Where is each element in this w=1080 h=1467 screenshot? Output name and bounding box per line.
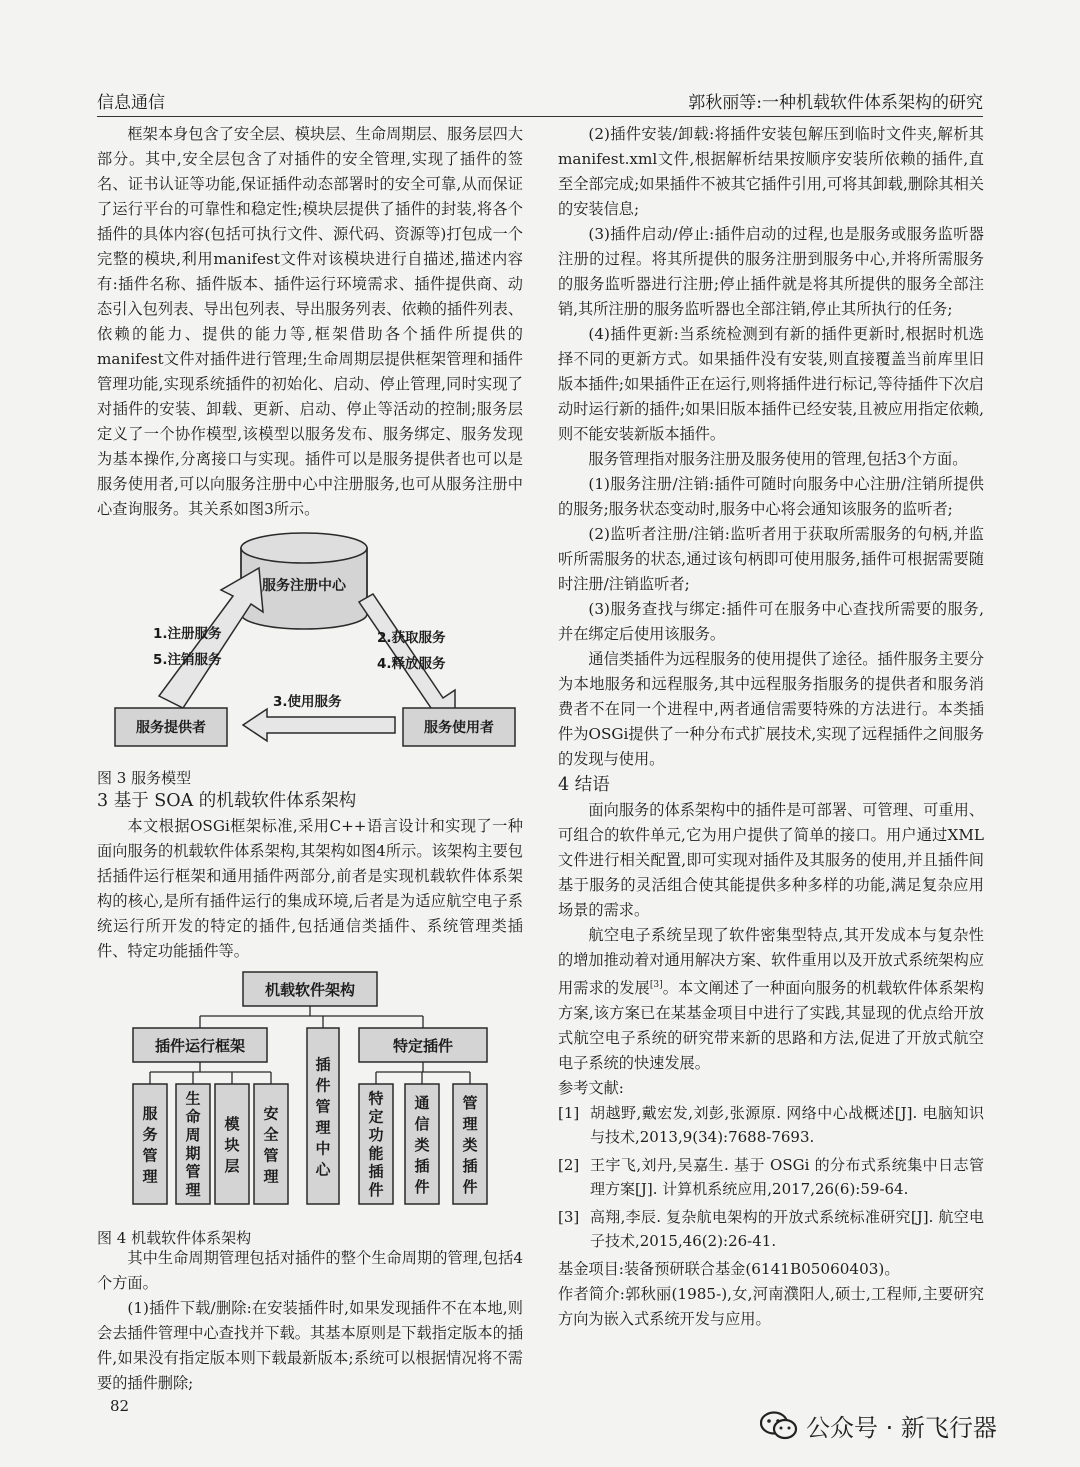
paragraph: 通信类插件为远程服务的使用提供了途径。插件服务主要分为本地服务和远程服务,其中远程服务指服务的提供者和服务消费者不在同一个进程中,两者通信需要特殊的方法进行。本类插件为OSGi提供了一种分布式扩展技术,实现了远程插件之间服务的发现与使用。 — [558, 650, 984, 768]
service-model-diagram — [97, 526, 523, 758]
get-label: 2.获取服务 — [377, 630, 446, 646]
header-right: 郭秋丽等:一种机载软件体系架构的研究 — [688, 93, 983, 113]
special-label: 特定插件 — [392, 1037, 454, 1055]
reference-number: [1] — [558, 1104, 580, 1123]
header-rule — [97, 116, 983, 117]
reference-number: [2] — [558, 1156, 580, 1175]
watermark-text: 公众号 · 新飞行器 — [806, 1414, 997, 1442]
vertical-label-leaf6: 通信类插件 — [414, 1093, 430, 1196]
paragraph: (3)插件启动/停止:插件启动的过程,也是服务或服务监听器注册的过程。将其所提供的服务注册到服务中心,并将所需服务的服务监听器进行注册;停止插件就是将其所提供的服务全部注销,其所注册的服务监听器也全部注销,停止其所执行的任务; — [558, 225, 984, 318]
figure-3-caption: 图 3 服务模型 — [97, 769, 192, 787]
unregister-label: 5.注销服务 — [153, 652, 222, 668]
root-label: 机载软件架构 — [264, 981, 356, 999]
section-4-title: 4 结语 — [558, 775, 610, 795]
leaf-box — [254, 1084, 288, 1204]
figure-3-service-model — [97, 526, 523, 788]
paragraph: (4)插件更新:当系统检测到有新的插件更新时,根据时机选择不同的更新方式。如果插件没有安装,则直接覆盖当前库里旧版本插件;如果插件正在运行,则将插件进行标记,等待插件下次启动时运行新的插件;如果旧版本插件已经安装,且被应用指定依赖,则不能安装新版本插件。 — [558, 325, 984, 443]
use-service-arrow — [243, 709, 395, 741]
paragraph-text: 。本文阐述了一种面向服务的机载软件体系架构方案,该方案已在某基金项目中进行了实践,其显现的优点给开放式航空电子系统的研究带来新的思路和方法,促进了开放式航空电子系统的快速发展。 — [558, 979, 985, 1073]
reference-item — [558, 1101, 984, 1149]
paragraph: (3)服务查找与绑定:插件可在服务中心查找所需要的服务,并在绑定后使用该服务。 — [558, 600, 984, 643]
section-3-title: 3 基于 SOA 的机载软件体系架构 — [97, 791, 357, 811]
author-note: 作者简介:郭秋丽(1985-),女,河南濮阳人,硕士,工程师,主要研究方向为嵌入式系统开发与应用。 — [558, 1285, 984, 1329]
vertical-label-leaf7: 管理类插件 — [462, 1093, 478, 1196]
use-label: 3.使用服务 — [273, 694, 342, 710]
reference-text: 胡越野,戴宏发,刘彭,张源原. 网络中心战概述[J]. 电脑知识与技术,2013,9(34):7688-7693. — [590, 1104, 984, 1147]
vertical-label-manager: 插件管理中心 — [315, 1055, 331, 1179]
paragraph: (2)插件安装/卸载:将插件安装包解压到临时文件夹,解析其manifest.xml文件,根据解析结果按顺序安装所依赖的插件,直至全部完成;如果插件不被其它插件引用,可将其卸载,删除其相关的安装信息; — [558, 125, 984, 218]
release-label: 4.释放服务 — [377, 656, 446, 672]
register-label: 1.注册服务 — [153, 626, 222, 642]
references-title: 参考文献: — [558, 1079, 624, 1098]
leaf-box — [133, 1084, 167, 1204]
vertical-label-leaf1: 服务管理 — [142, 1104, 158, 1186]
right-column — [558, 122, 984, 1332]
reference-text: 王宇飞,刘丹,吴嘉生. 基于 OSGi 的分布式系统集中日志管理方案[J]. 计算机系统应用,2017,26(6):59-64. — [590, 1156, 984, 1199]
fund-note: 基金项目:装备预研联合基金(6141B05060403)。 — [558, 1260, 900, 1279]
paragraph: 框架本身包含了安全层、模块层、生命周期层、服务层四大部分。其中,安全层包含了对插件的安全管理,实现了插件的签名、证书认证等功能,保证插件动态部署时的安全可靠,从而保证了运行平台的可靠性和稳定性;模块层提供了插件的封装,将各个插件的具体内容(包括可执行文件、源代码、资源等)打包成一个完整的模块,利用manifest文件对该模块进行自描述,描述内容有:插件名称、插件版本、插件运行环境需求、插件提供商、动态引入包列表、导出包列表、导出服务列表、依赖的插件列表、依赖的能力、提供的能力等,框架借助各个插件所提供的manifest文件对插件进行管理;生命周期层提供框架管理和插件管理功能,实现系统插件的初始化、启动、停止管理,同时实现了对插件的安装、卸载、更新、启动、停止等活动的控制;服务层定义了一个协作模型,该模型以服务发布、服务绑定、服务发现为基本操作,分离接口与实现。插件可以是服务提供者也可以是服务使用者,可以向服务注册中心中注册服务,也可从服务注册中心查询服务。其关系如图3所示。 — [97, 125, 523, 518]
figure-4-caption: 图 4 机载软件体系架构 — [97, 1229, 252, 1247]
reference-text: 高翔,李辰. 复杂航电架构的开放式系统标准研究[J]. 航空电子技术,2015,46(2):26-41. — [590, 1208, 984, 1251]
reference-list — [558, 1101, 984, 1253]
paragraph — [558, 923, 984, 1076]
reference-item — [558, 1153, 984, 1201]
paragraph: (1)服务注册/注销:插件可随时向服务中心注册/注销所提供的服务;服务状态变动时,服务中心将会通知该服务的监听者; — [558, 475, 984, 518]
paragraph: 本文根据OSGi框架标准,采用C++语言设计和实现了一种面向服务的机载软件体系架构,其架构如图4所示。该架构主要包括插件运行框架和通用插件两部分,前者是实现机载软件体系架构的核心,是所有插件运行的集成环境,后者是为适应航空电子系统运行所开发的特定的插件,包括通信类插件、系统管理类插件、特定功能插件等。 — [97, 817, 523, 960]
vertical-label-leaf2: 生命周期管理 — [185, 1089, 201, 1199]
page-number: 82 — [110, 1397, 130, 1415]
paragraph: 服务管理指对服务注册及服务使用的管理,包括3个方面。 — [588, 450, 968, 468]
vertical-label-leaf5: 特定功能插件 — [368, 1089, 384, 1199]
watermark — [760, 1408, 997, 1443]
reference-item — [558, 1205, 984, 1253]
paragraph: 面向服务的体系架构中的插件是可部署、可管理、可重用、可组合的软件单元,它为用户提供了简单的接口。用户通过XML文件进行相关配置,即可实现对插件及其服务的使用,并且插件间基于服务的灵活组合使其能提供多种多样的功能,满足复杂应用场景的需求。 — [558, 801, 984, 919]
figure-4-architecture — [97, 968, 523, 1246]
paragraph: (2)监听者注册/注销:监听者用于获取所需服务的句柄,并监听所需服务的状态,通过该句柄即可使用服务,插件可根据需要随时注册/注销监听者; — [558, 525, 984, 593]
paragraph: 其中生命周期管理包括对插件的整个生命周期的管理,包括4个方面。 — [97, 1249, 523, 1292]
vertical-label-leaf4: 安全管理 — [263, 1104, 279, 1186]
framework-label: 插件运行框架 — [154, 1037, 246, 1055]
provider-label: 服务提供者 — [136, 720, 206, 736]
paragraph-text: 航空电子系统呈现了软件密集型特点,其开发成本与复杂性的增加推动着对通用解决方案、软件重用以及开放式系统架构应用需求的发展 — [558, 926, 984, 998]
architecture-diagram — [97, 968, 523, 1218]
left-column — [97, 122, 523, 1396]
citation: [3] — [649, 980, 663, 990]
paragraph: (1)插件下载/删除:在安装插件时,如果发现插件不在本地,则会去插件管理中心查找并下载。其基本原则是下载指定版本的插件,如果没有指定版本则下载最新版本;系统可以根据情况将不需要的插件删除; — [97, 1299, 523, 1392]
registry-label: 服务注册中心 — [262, 578, 346, 594]
consumer-label: 服务使用者 — [424, 720, 494, 736]
vertical-label-leaf3: 模块层 — [224, 1114, 240, 1175]
header-left: 信息通信 — [97, 93, 165, 113]
wechat-icon — [760, 1411, 798, 1441]
reference-number: [3] — [558, 1208, 580, 1227]
